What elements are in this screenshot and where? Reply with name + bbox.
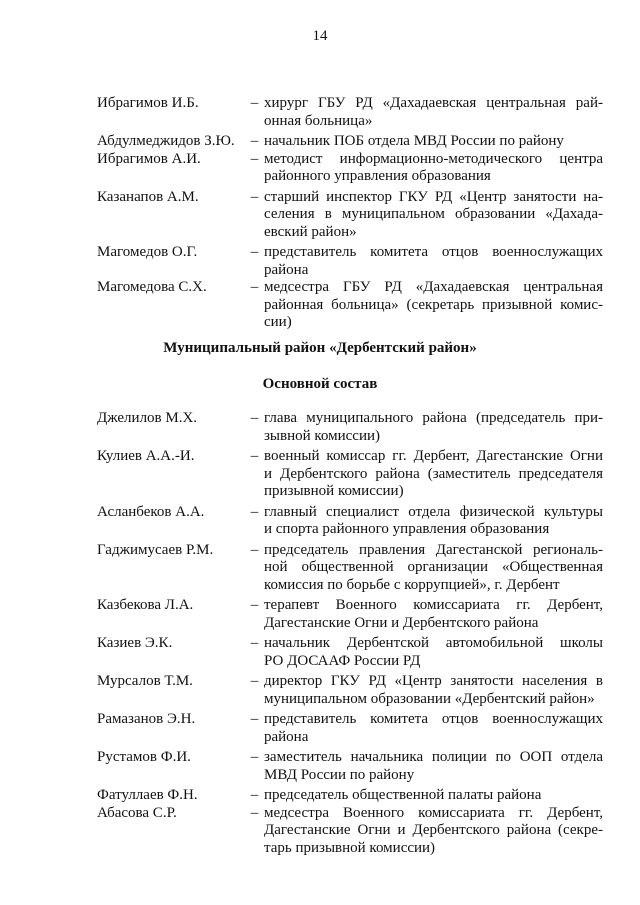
role-line: начальник ПОБ отдела МВД России по району (264, 133, 564, 149)
section-title: Муниципальный район «Дербентский район» (163, 340, 477, 356)
member-name: Джелилов М.Х. (97, 410, 198, 426)
member-role (264, 410, 603, 445)
dash-separator: – (250, 749, 259, 765)
dash-separator: – (250, 244, 259, 260)
member-role (264, 95, 603, 130)
member-name: Казиев Э.К. (97, 635, 173, 651)
dash-separator: – (250, 150, 259, 167)
role-line: медсестра Военного комиссариата гг. Дербент, (264, 804, 603, 821)
dash-separator: – (250, 597, 259, 613)
member-role (264, 805, 603, 858)
member-list-derbent (97, 410, 603, 857)
dash-separator: – (250, 188, 259, 205)
role-line: представитель комитета отцов военнослужащих (264, 244, 603, 260)
member-role (264, 635, 603, 670)
role-line: района (264, 261, 309, 278)
role-line: муниципальном образовании «Дербентский район» (264, 690, 595, 707)
role-line: директор ГКУ РД «Центр занятости населения в (264, 673, 603, 689)
role-line: председатель общественной палаты района (264, 787, 542, 803)
role-line: военный комиссар гг. Дербент, Дагестанские Огни (264, 448, 603, 464)
role-line: районная больница» (секретарь призывной комис- (264, 296, 603, 313)
subsection-title: Основной состав (262, 376, 378, 392)
member-name: Ибрагимов А.И. (97, 150, 201, 167)
member-role (264, 504, 603, 539)
role-line: заместитель начальника полиции по ООП отдела (264, 749, 603, 765)
member-name: Магомедова С.Х. (97, 279, 207, 295)
list-item (97, 133, 603, 151)
member-name: Абдулмеджидов З.Ю. (97, 133, 235, 149)
page-number: 14 (312, 28, 328, 44)
role-line: зывной комиссии) (264, 427, 381, 444)
list-item (97, 597, 603, 632)
member-role (264, 133, 603, 151)
list-item (97, 410, 603, 445)
dash-separator: – (250, 787, 259, 803)
role-line: Дагестанские Огни и Дербентского района (264, 614, 539, 631)
member-role (264, 673, 603, 708)
member-name: Магомедов О.Г. (97, 244, 198, 260)
role-line: ной общественной организации «Общественная (264, 559, 603, 575)
role-line: сии) (264, 314, 292, 330)
dash-separator: – (250, 279, 259, 295)
dash-separator: – (250, 95, 259, 111)
dash-separator: – (250, 503, 259, 520)
list-item (97, 711, 603, 746)
member-role (264, 749, 603, 784)
role-line: комиссия по борьбе с коррупцией», г. Дербент (264, 576, 560, 593)
list-item (97, 787, 603, 805)
member-name: Ибрагимов И.Б. (97, 95, 199, 111)
member-role (264, 711, 603, 746)
role-line: методист информационно-методического центра (264, 150, 603, 167)
member-name: Рамазанов Э.Н. (97, 711, 196, 727)
member-name: Рустамов Ф.И. (97, 749, 191, 765)
member-role (264, 279, 603, 332)
role-line: медсестра ГБУ РД «Дахадаевская центральная (264, 279, 603, 295)
role-line: председатель правления Дагестанской региональ- (264, 541, 603, 558)
list-item (97, 749, 603, 784)
list-item (97, 542, 603, 595)
dash-separator: – (250, 673, 259, 689)
role-line: и Дербентского района (заместитель председателя (264, 465, 603, 482)
list-item (97, 504, 603, 539)
member-role (264, 189, 603, 242)
role-line: селения в муниципальном образовании «Дахада- (264, 206, 603, 222)
member-role (264, 542, 603, 595)
member-role (264, 151, 603, 186)
role-line: начальник Дербентской автомобильной школы (264, 635, 603, 651)
role-line: МВД России по району (264, 766, 415, 783)
role-line: главный специалист отдела физической культуры (264, 503, 603, 520)
role-line: онная больница» (264, 112, 373, 129)
list-item (97, 673, 603, 708)
dash-separator: – (250, 541, 259, 558)
role-line: района (264, 728, 309, 745)
role-line: тарь призывной комиссии) (264, 839, 436, 856)
member-name: Казбекова Л.А. (97, 597, 194, 613)
member-name: Абасова С.Р. (97, 804, 177, 821)
role-line: терапевт Военного комиссариата гг. Дербент, (264, 597, 603, 613)
list-item (97, 95, 603, 130)
list-item (97, 805, 603, 858)
role-line: районного управления образования (264, 168, 491, 184)
role-line: призывной комиссии) (264, 483, 404, 499)
role-line: старший инспектор ГКУ РД «Центр занятости на- (264, 188, 603, 205)
dash-separator: – (250, 448, 259, 464)
member-name: Кулиев А.А.-И. (97, 448, 195, 464)
role-line: и спорта районного управления образования (264, 521, 550, 537)
member-role (264, 597, 603, 632)
member-name: Казанапов А.М. (97, 188, 199, 205)
member-role (264, 244, 603, 279)
role-line: представитель комитета отцов военнослужащих (264, 711, 603, 727)
member-name: Мурсалов Т.М. (97, 673, 193, 689)
role-line: Дагестанские Огни и Дербентского района (секре- (264, 822, 603, 838)
dash-separator: – (250, 133, 259, 149)
member-list-dakhadaev (97, 95, 603, 332)
member-name: Фатуллаев Ф.Н. (97, 787, 198, 803)
role-line: глава муниципального района (председатель при- (264, 410, 603, 426)
list-item (97, 244, 603, 279)
list-item (97, 635, 603, 670)
dash-separator: – (250, 804, 259, 821)
list-item (97, 189, 603, 242)
list-item (97, 151, 603, 186)
member-name: Гаджимусаев Р.М. (97, 541, 214, 558)
member-name: Асланбеков А.А. (97, 503, 205, 520)
role-line: хирург ГБУ РД «Дахадаевская центральная рай- (264, 95, 603, 111)
dash-separator: – (250, 410, 259, 426)
list-item (97, 448, 603, 501)
dash-separator: – (250, 635, 259, 651)
member-role (264, 448, 603, 501)
dash-separator: – (250, 711, 259, 727)
list-item (97, 279, 603, 332)
member-role (264, 787, 603, 805)
role-line: евский район» (264, 223, 357, 240)
role-line: РО ДОСААФ России РД (264, 652, 421, 669)
